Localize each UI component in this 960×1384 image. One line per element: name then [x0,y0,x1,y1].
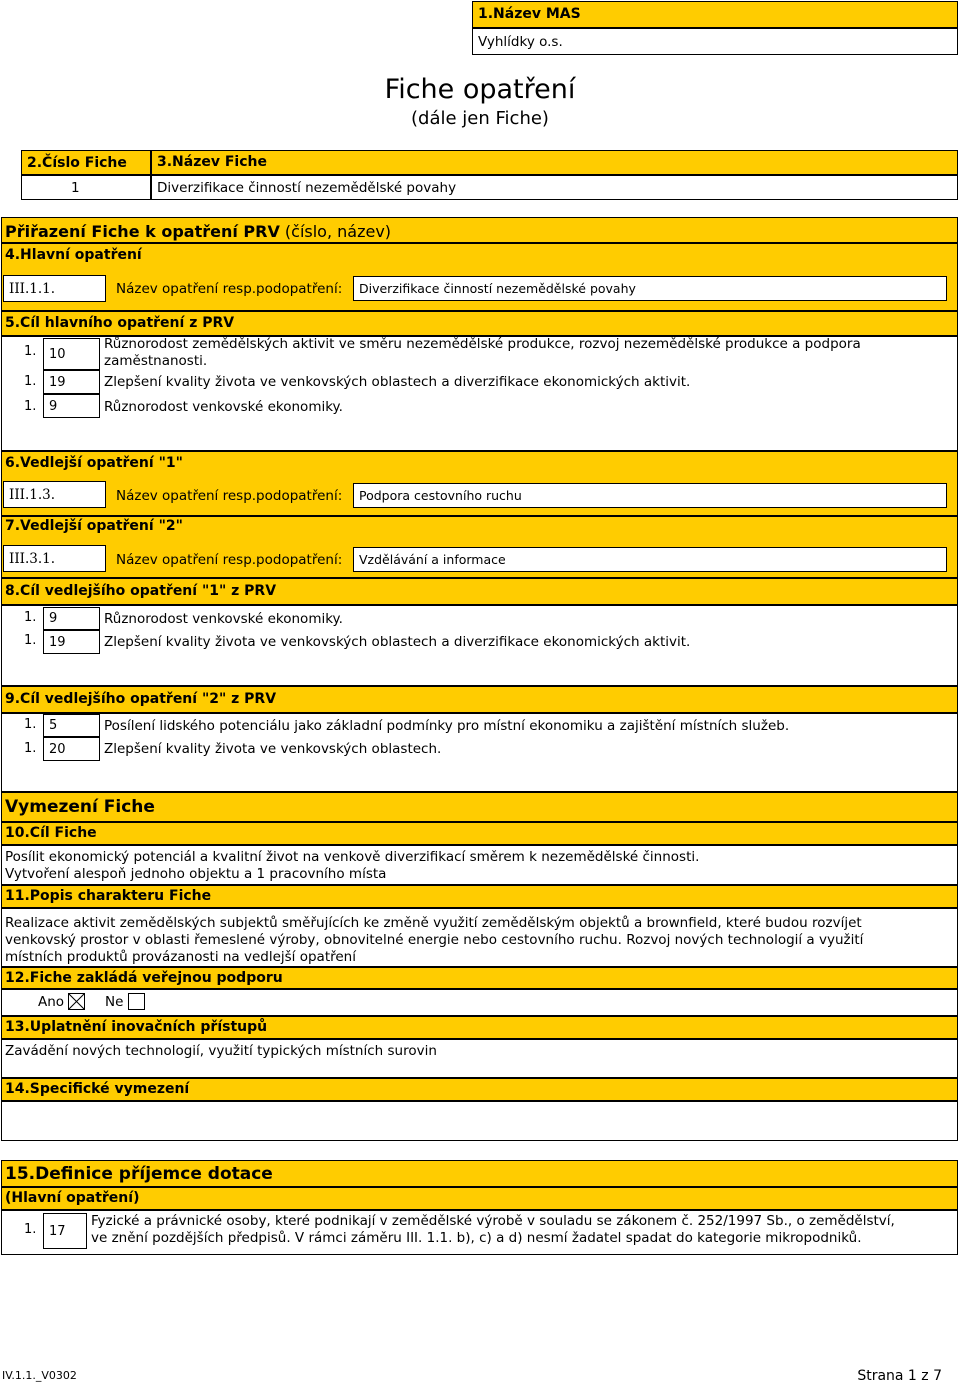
main-measure-value[interactable] [353,276,947,301]
goal-side2-code-2-text: 20 [49,741,66,757]
side2-value-text: Vzdělávání a informace [359,552,506,567]
fiche-number-label: 2.Číslo Fiche [21,150,151,175]
definition-goal-line2: Vytvoření alespoň jednoho objektu a 1 pracovního místa [5,866,387,882]
goal-main-text-3: Různorodost venkovské ekonomiky. [104,399,343,415]
goal-side1-code-2-text: 19 [49,634,66,650]
mas-value-text: Vyhlídky o.s. [478,33,563,50]
goal-main-text-2: Zlepšení kvality života ve venkovských oblastech a diverzifikace ekonomických aktivit. [104,374,691,390]
page-title: Fiche opatření [384,74,576,105]
mas-value [472,28,958,55]
main-measure-code-text: III.1.1. [9,280,56,297]
side2-value[interactable] [353,547,947,572]
goal-main-code-3 [43,394,100,418]
side2-code [3,545,106,572]
goal-side1-axis-2: 1. [24,633,37,648]
definition-goal [1,845,958,885]
main-measure-field-label: Název opatření resp.podopatření: [116,281,343,297]
goal-side1-code-1 [43,607,100,630]
goal-side1-label: 8.Cíl vedlejšího opatření "1" z PRV [1,578,958,605]
goal-main-label: 5.Cíl hlavního opatření z PRV [1,311,958,336]
side1-field-label: Název opatření resp.podopatření: [116,488,343,504]
innovation-label: 13.Uplatnění inovačních přístupů [1,1016,958,1039]
specific-label: 14.Specifické vymezení [1,1078,958,1101]
fiche-number [21,175,151,200]
fiche-name-text: Diverzifikace činností nezemědělské povahy [157,179,457,196]
goal-side1-text-1: Různorodost venkovské ekonomiky. [104,611,343,627]
no-checkbox[interactable] [128,993,145,1010]
assignment-subtitle: (číslo, název) [279,222,392,241]
yes-checkbox[interactable] [68,993,85,1010]
goal-side2-axis-1: 1. [24,717,37,732]
beneficiary-sub: (Hlavní opatření) [1,1187,958,1210]
assignment-heading [1,217,958,243]
goal-main-code-1-text: 10 [49,346,66,362]
main-measure-value-text: Diverzifikace činností nezemědělské povahy [359,281,636,296]
goal-main-code-2-text: 19 [49,374,66,390]
beneficiary-line2: ve znění pozdějších předpisů. V rámci záměru III. 1.1. b), c) a d) nesmí žadatel spadat do kategorie mikropodniků. [91,1230,862,1246]
beneficiary-axis: 1. [24,1222,37,1237]
fiche-name [151,175,958,200]
side2-code-text: III.3.1. [9,550,56,567]
side2-field-label: Název opatření resp.podopatření: [116,552,343,568]
checked-cross-icon [69,994,84,1009]
assignment-title: Přiřazení Fiche k opatření PRV [5,222,280,241]
side2-label: 7.Vedlejší opatření "2" [5,518,183,534]
goal-main-code-2 [43,370,100,394]
fiche-name-label: 3.Název Fiche [151,150,958,175]
definition-goal-label: 10.Cíl Fiche [1,822,958,845]
goal-side2-code-2 [43,737,100,761]
mas-label: 1.Název MAS [472,1,958,28]
beneficiary-code-text: 17 [49,1223,66,1239]
definition-character-line2: venkovský prostor v oblasti řemeslené výroby, obnovitelné energie nebo cestovního ruchu. Rozvoj nových technologií a využití [5,932,864,948]
side1-value[interactable] [353,483,947,508]
footer-page: Strana 1 z 7 [857,1368,942,1384]
side1-code-text: III.1.3. [9,486,56,503]
footer-code: IV.1.1._V0302 [2,1369,77,1382]
fiche-number-text: 1 [71,179,80,196]
beneficiary-code [43,1213,87,1249]
beneficiary-text [91,1213,895,1247]
page-subtitle: (dále jen Fiche) [411,108,549,129]
goal-main-code-1 [43,338,100,370]
main-measure-code [3,275,106,302]
beneficiary-title: 15.Definice příjemce dotace [1,1160,958,1187]
goal-side1-text-2: Zlepšení kvality života ve venkovských oblastech a diverzifikace ekonomických aktivit. [104,634,691,650]
beneficiary-line1: Fyzické a právnické osoby, které podnikají v zemědělské výrobě v souladu se zákonem č. 252/1997 Sb., o zemědělství, [91,1213,895,1229]
goal-side1-code-1-text: 9 [49,611,58,626]
no-label: Ne [105,994,124,1010]
goal-main-text-1a: Různorodost zemědělských aktivit ve směru nezemědělské produkce, rozvoj nezemědělské produkce a podpora [104,336,861,352]
definition-character-line1: Realizace aktivit zemědělských subjektů směřujících ke změně využití zemědělským objektů a brownfield, které budou rozvíjet [5,915,862,931]
public-support-label: 12.Fiche zakládá veřejnou podporu [1,967,958,989]
side1-label: 6.Vedlejší opatření "1" [5,455,183,471]
yes-label: Ano [38,994,65,1010]
side1-code [3,481,106,508]
definition-goal-line1: Posílit ekonomický potenciál a kvalitní život na venkově diverzifikací směrem k nezemědělské činnosti. [5,849,700,865]
goal-side2-text-1: Posílení lidského potenciálu jako základní podmínky pro místní ekonomiku a zajištění místních služeb. [104,718,790,734]
goal-main-axis-2: 1. [24,374,37,389]
definition-character [1,908,958,967]
goal-main-code-3-text: 9 [49,398,58,414]
goal-side1-axis-1: 1. [24,610,37,625]
goal-side2-text-2: Zlepšení kvality života ve venkovských oblastech. [104,741,442,757]
goal-side2-code-1 [43,714,100,737]
goal-side1-code-2 [43,630,100,654]
definition-character-line3: místních produktů provázanosti na vedlejší opatření [5,949,356,965]
goal-main-text-1 [104,336,861,370]
main-measure-label: 4.Hlavní opatření [5,247,142,263]
side1-value-text: Podpora cestovního ruchu [359,488,522,503]
goal-main-text-1b: zaměstnanosti. [104,353,208,369]
goal-side2-code-1-text: 5 [49,718,58,733]
goal-main-axis-1: 1. [24,344,37,359]
definition-character-label: 11.Popis charakteru Fiche [1,885,958,908]
goal-side2-axis-2: 1. [24,741,37,756]
innovation-text: Zavádění nových technologií, využití typických místních surovin [1,1039,958,1078]
goal-main-axis-3: 1. [24,399,37,414]
specific-box [1,1101,958,1141]
goal-side2-label: 9.Cíl vedlejšího opatření "2" z PRV [1,686,958,713]
definition-title: Vymezení Fiche [1,792,958,822]
